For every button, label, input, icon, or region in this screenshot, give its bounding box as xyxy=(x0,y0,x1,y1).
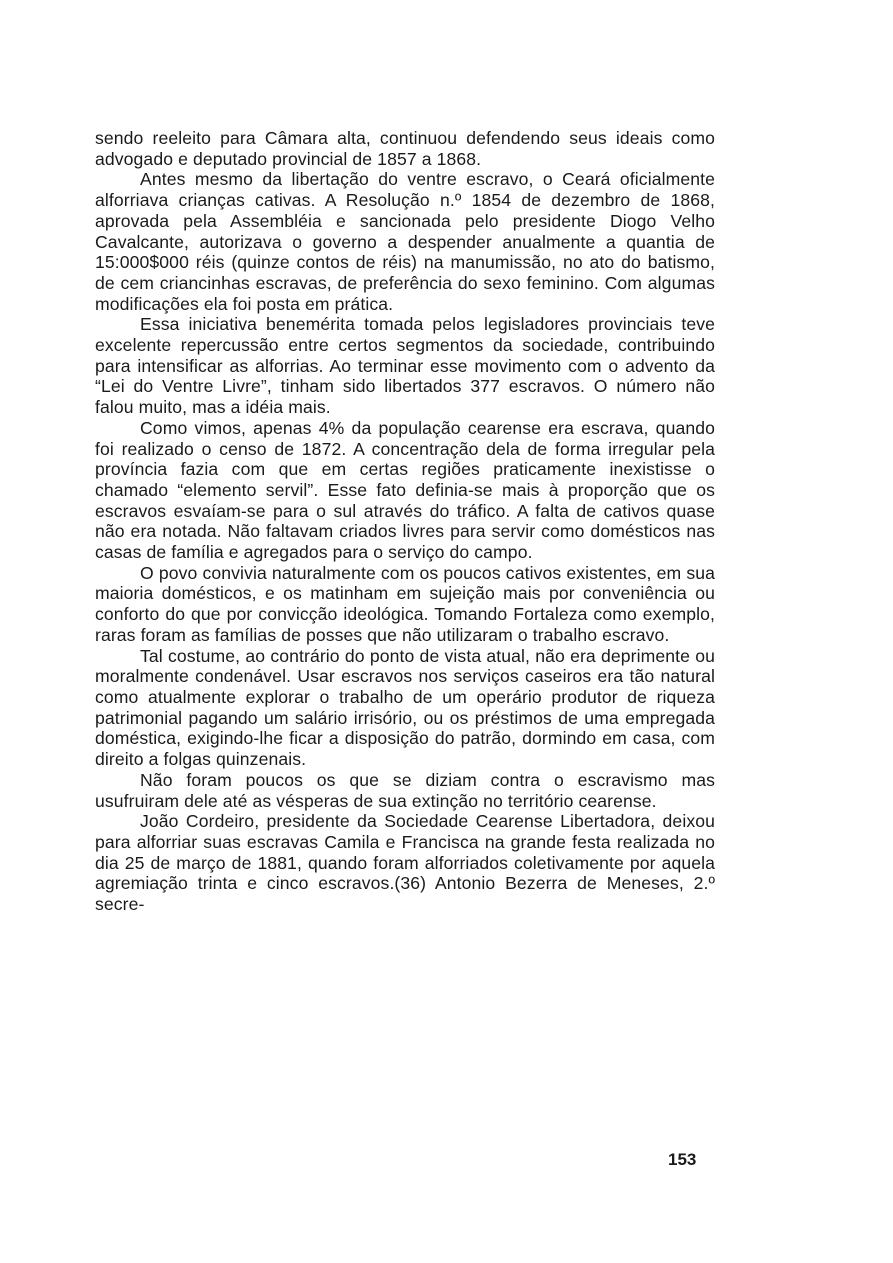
page-number: 153 xyxy=(668,1150,697,1169)
paragraph-2: Antes mesmo da libertação do ventre escravo, o Ceará oficialmente alforriava crianças cativas. A Resolução n.º 1854 de dezembro de 1868, aprovada pela Assembléia e sancionada pelo presidente Diogo Velho Cavalcante, autorizava o governo a despender anualmente a quantia de 15:000$000 réis (quinze contos de réis) na manumissão, no ato do batismo, de cem criancinhas escravas, de preferência do sexo feminino. Com algumas modificações ela foi posta em prática. xyxy=(95,169,715,314)
paragraph-8: João Cordeiro, presidente da Sociedade Cearense Libertadora, deixou para alforriar suas escravas Camila e Francisca na grande festa realizada no dia 25 de março de 1881, quando foram alforriados coletivamente por aquela agremiação trinta e cinco escravos.(36) Antonio Bezerra de Meneses, 2.º secre- xyxy=(95,811,715,915)
paragraph-1: sendo reeleito para Câmara alta, continuou defendendo seus ideais como advogado e deputado provincial de 1857 a 1868. xyxy=(95,128,715,169)
paragraph-4: Como vimos, apenas 4% da população cearense era escrava, quando foi realizado o censo de 1872. A concentração dela de forma irregular pela província fazia com que em certas regiões praticamente inexistisse o chamado “elemento servil”. Esse fato definia-se mais à proporção que os escravos esvaíam-se para o sul através do tráfico. A falta de cativos quase não era notada. Não faltavam criados livres para servir como domésticos nas casas de família e agregados para o serviço do campo. xyxy=(95,417,715,563)
paragraph-5: O povo convivia naturalmente com os poucos cativos existentes, em sua maioria domésticos, e os matinham em sujeição mais por conveniência ou conforto do que por convicção ideológica. Tomando Fortaleza como exemplo, raras foram as famílias de posses que não utilizaram o trabalho escravo. xyxy=(95,562,715,645)
paragraph-7: Não foram poucos os que se diziam contra o escravismo mas usufruiram dele até as vésperas de sua extinção no território cearense. xyxy=(95,769,715,811)
paragraph-3: Essa iniciativa benemérita tomada pelos legisladores provinciais teve excelente repercussão entre certos segmentos da sociedade, contribuindo para intensificar as alforrias. Ao terminar esse movimento com o advento da “Lei do Ventre Livre”, tinham sido libertados 377 escravos. O número não falou muito, mas a idéia mais. xyxy=(95,314,715,418)
body-text xyxy=(95,128,715,915)
paragraph-6: Tal costume, ao contrário do ponto de vista atual, não era deprimente ou moralmente condenável. Usar escravos nos serviços caseiros era tão natural como atualmente explorar o trabalho de um operário produtor de riqueza patrimonial pagando um salário irrisório, ou os préstimos de uma empregada doméstica, exigindo-lhe ficar a disposição do patrão, dormindo em casa, com direito a folgas quinzenais. xyxy=(95,645,715,770)
